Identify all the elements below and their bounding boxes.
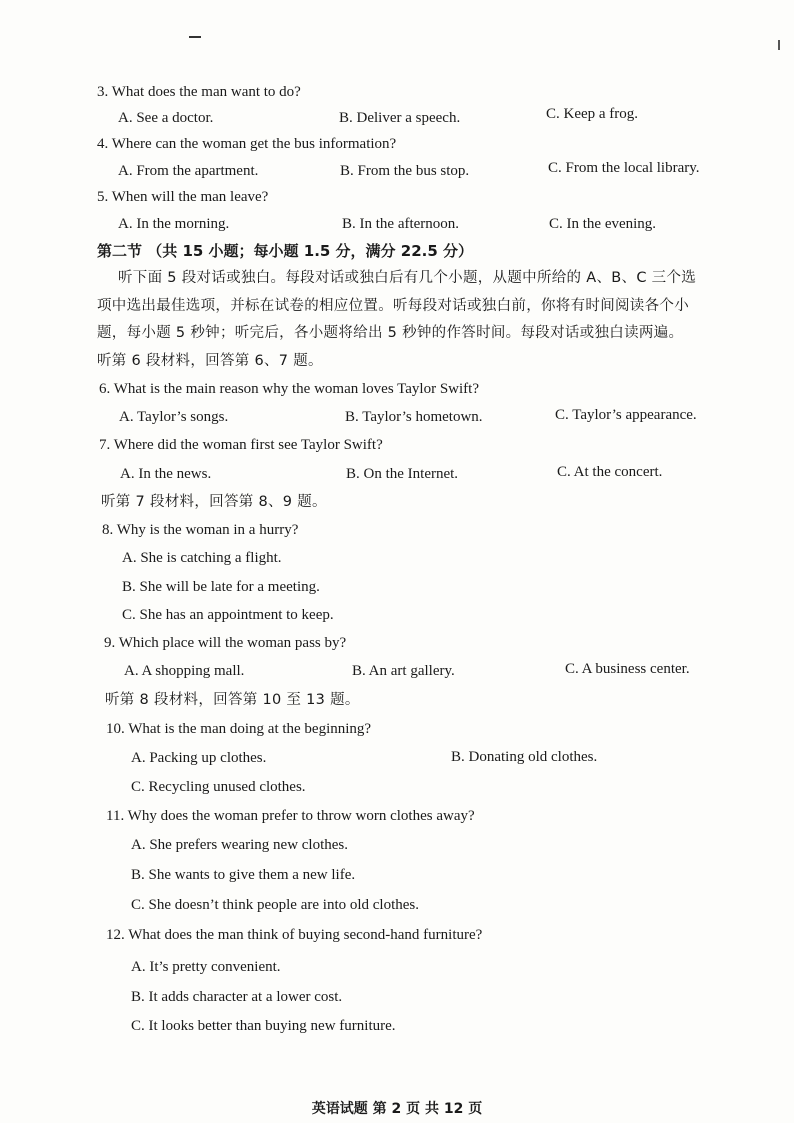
option-b: B. In the afternoon.	[342, 216, 460, 232]
question-stem: 9. Which place will the woman pass by?	[104, 635, 347, 651]
material-heading: 听第 7 段材料，回答第 8、9 题。	[101, 494, 327, 510]
section-heading: 第二节 （共 15 小题；每小题 1.5 分，满分 22.5 分）	[97, 242, 474, 260]
option-c: C. At the concert.	[557, 464, 663, 480]
instructions: 听下面 5 段对话或独白。每段对话或独白后有几个小题，从题中所给的 A、B、C 三个选	[118, 270, 697, 286]
question-stem: 7. Where did the woman first see Taylor Swift?	[99, 437, 383, 453]
instructions: 项中选出最佳选项，并标在试卷的相应位置。听每段对话或独白前，你将有时间阅读各个小	[97, 298, 689, 314]
option-b: B. She wants to give them a new life.	[131, 867, 356, 883]
option-a: A. See a doctor.	[118, 110, 214, 126]
question-stem: 11. Why does the woman prefer to throw worn clothes away?	[106, 808, 475, 824]
option-c: C. In the evening.	[549, 216, 657, 232]
option-a: A. In the morning.	[118, 216, 230, 232]
question-stem: 10. What is the man doing at the beginning?	[106, 721, 372, 737]
option-b: B. Donating old clothes.	[451, 749, 598, 765]
page-footer: 英语试题 第 2 页 共 12 页	[311, 1101, 483, 1117]
scan-mark	[189, 36, 201, 38]
option-b: B. Taylor’s hometown.	[345, 409, 483, 425]
option-c: C. Taylor’s appearance.	[555, 407, 697, 423]
question-stem: 12. What does the man think of buying second-hand furniture?	[106, 927, 483, 943]
option-c: C. Keep a frog.	[546, 106, 639, 122]
option-a: A. It’s pretty convenient.	[131, 959, 281, 975]
material-heading: 听第 8 段材料，回答第 10 至 13 题。	[105, 692, 360, 708]
option-a: A. Packing up clothes.	[131, 750, 267, 766]
option-a: A. From the apartment.	[118, 163, 259, 179]
question-stem: 4. Where can the woman get the bus information?	[97, 136, 397, 152]
option-c: C. It looks better than buying new furniture.	[131, 1018, 396, 1034]
material-heading: 听第 6 段材料，回答第 6、7 题。	[97, 353, 323, 369]
option-c: C. Recycling unused clothes.	[131, 779, 306, 795]
option-b: B. It adds character at a lower cost.	[131, 989, 343, 1005]
question-stem: 5. When will the man leave?	[97, 189, 269, 205]
option-b: B. She will be late for a meeting.	[122, 579, 320, 595]
scan-mark	[778, 40, 786, 50]
option-a: A. A shopping mall.	[124, 663, 245, 679]
option-c: C. She doesn’t think people are into old clothes.	[131, 897, 420, 913]
option-b: B. On the Internet.	[346, 466, 459, 482]
question-stem: 8. Why is the woman in a hurry?	[102, 522, 299, 538]
option-c: C. From the local library.	[548, 160, 700, 176]
question-stem: 6. What is the main reason why the woman loves Taylor Swift?	[99, 381, 479, 397]
option-b: B. An art gallery.	[352, 663, 455, 679]
instructions: 题，每小题 5 秒钟；听完后，各小题将给出 5 秒钟的作答时间。每段对话或独白读两遍。	[97, 325, 684, 341]
option-b: B. Deliver a speech.	[339, 110, 461, 126]
option-b: B. From the bus stop.	[340, 163, 470, 179]
option-a: A. She is catching a flight.	[122, 550, 282, 566]
option-c: C. A business center.	[565, 661, 690, 677]
option-c: C. She has an appointment to keep.	[122, 607, 334, 623]
option-a: A. She prefers wearing new clothes.	[131, 837, 349, 853]
question-stem: 3. What does the man want to do?	[97, 84, 301, 100]
option-a: A. In the news.	[120, 466, 212, 482]
option-a: A. Taylor’s songs.	[119, 409, 229, 425]
